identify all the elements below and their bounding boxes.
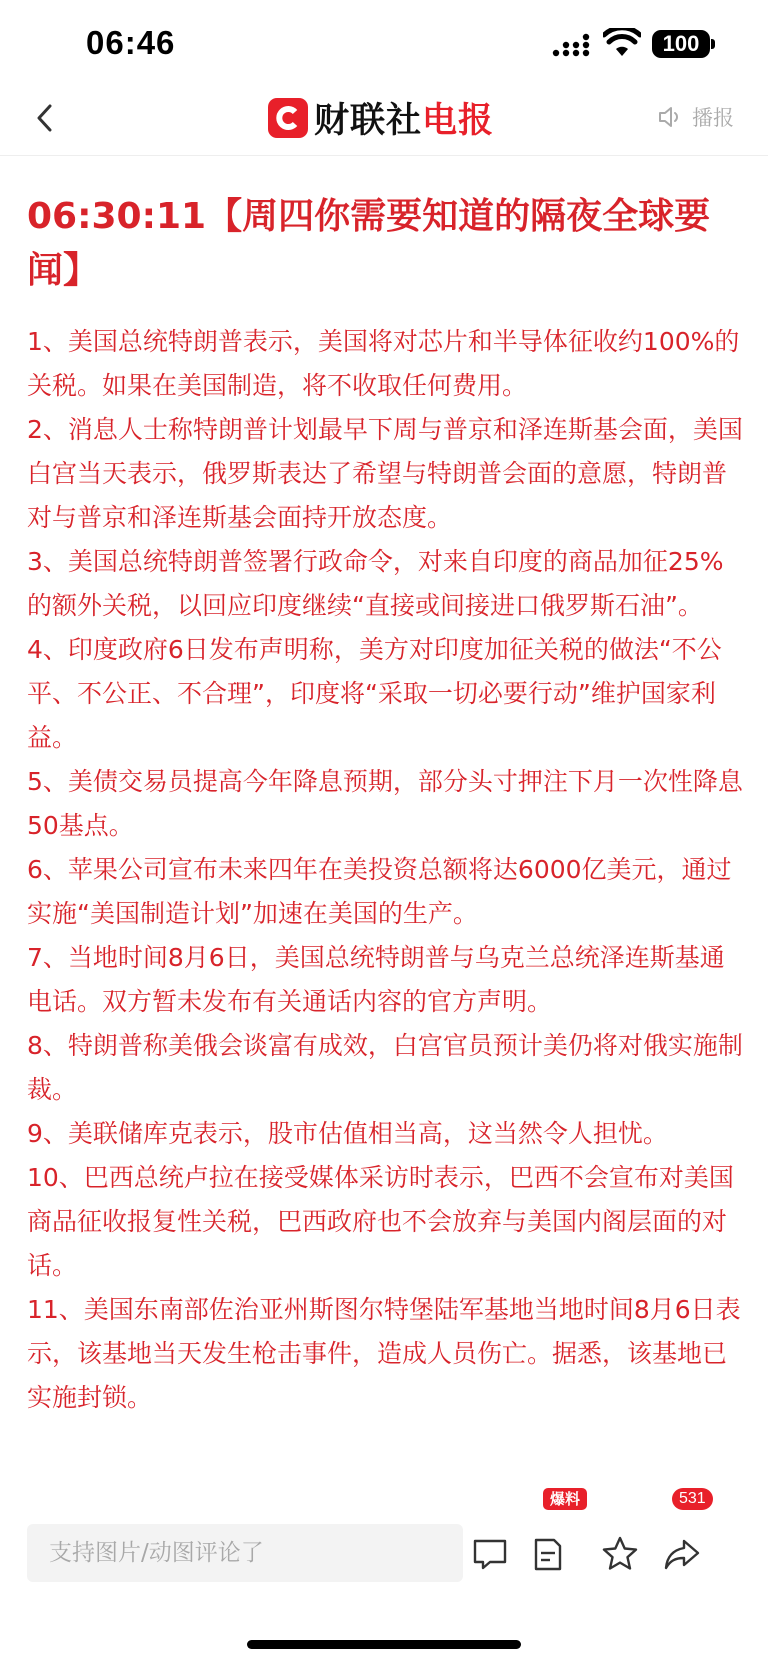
broadcast-button[interactable] <box>656 102 734 132</box>
favorite-star-icon[interactable] <box>600 1534 640 1574</box>
share-icon[interactable] <box>662 1534 702 1574</box>
home-indicator[interactable] <box>247 1640 521 1649</box>
cls-logo-icon <box>268 98 308 138</box>
news-item: 1、美国总统特朗普表示，美国将对芯片和半导体征收约100%的关税。如果在美国制造，将不收取任何费用。 <box>27 327 740 400</box>
brand-name: 财联社 <box>314 101 423 141</box>
comment-icon[interactable] <box>470 1534 510 1574</box>
speaker-icon <box>656 103 684 131</box>
report-tip-icon[interactable] <box>528 1534 568 1574</box>
news-item: 2、消息人士称特朗普计划最早下周与普京和泽连斯基会面，美国白宫当天表示，俄罗斯表达了希望与特朗普会面的意愿，特朗普对与普京和泽连斯基会面持开放态度。 <box>27 415 743 532</box>
cellular-signal-icon <box>552 32 592 58</box>
status-time: 06:46 <box>86 24 176 61</box>
bottom-action-bar <box>0 1490 768 1662</box>
wifi-icon <box>603 28 641 58</box>
broadcast-label: 播报 <box>692 106 734 130</box>
news-item: 5、美债交易员提高今年降息预期，部分头寸押注下月一次性降息50基点。 <box>27 767 743 840</box>
article-headline: 06:30:11【周四你需要知道的隔夜全球要闻】 <box>27 196 711 291</box>
news-item: 9、美联储库克表示，股市估值相当高，这当然令人担忧。 <box>27 1119 668 1148</box>
nav-bar <box>0 84 768 156</box>
status-bar <box>0 0 768 84</box>
news-item: 10、巴西总统卢拉在接受媒体采访时表示，巴西不会宣布对美国商品征收报复性关税，巴西政府也不会放弃与美国内阁层面的对话。 <box>27 1163 734 1280</box>
report-badge: 爆料 <box>543 1488 587 1510</box>
article-body <box>27 190 743 1420</box>
news-item: 3、美国总统特朗普签署行政命令，对来自印度的商品加征25%的额外关税，以回应印度继续“直接或间接进口俄罗斯石油”。 <box>27 547 724 620</box>
share-count-badge: 531 <box>672 1488 713 1510</box>
battery-tip <box>711 39 715 49</box>
brand-accent: 电报 <box>422 101 495 141</box>
news-item: 11、美国东南部佐治亚州斯图尔特堡陆军基地当地时间8月6日表示，该基地当天发生枪击事件，造成人员伤亡。据悉，该基地已实施封锁。 <box>27 1295 741 1412</box>
news-item: 8、特朗普称美俄会谈富有成效，白宫官员预计美仍将对俄实施制裁。 <box>27 1031 743 1104</box>
comment-input[interactable]: 支持图片/动图评论了 <box>27 1524 463 1582</box>
news-item: 4、印度政府6日发布声明称，美方对印度加征关税的做法“不公平、不公正、不合理”，印度将“采取一切必要行动”维护国家利益。 <box>27 635 722 752</box>
news-item: 7、当地时间8月6日，美国总统特朗普与乌克兰总统泽连斯基通电话。双方暂未发布有关通话内容的官方声明。 <box>27 943 725 1016</box>
brand-logo <box>268 94 494 142</box>
back-arrow-icon[interactable] <box>30 100 60 136</box>
news-item: 6、苹果公司宣布未来四年在美投资总额将达6000亿美元，通过实施“美国制造计划”加速在美国的生产。 <box>27 855 732 928</box>
battery-indicator: 100 <box>652 30 710 58</box>
